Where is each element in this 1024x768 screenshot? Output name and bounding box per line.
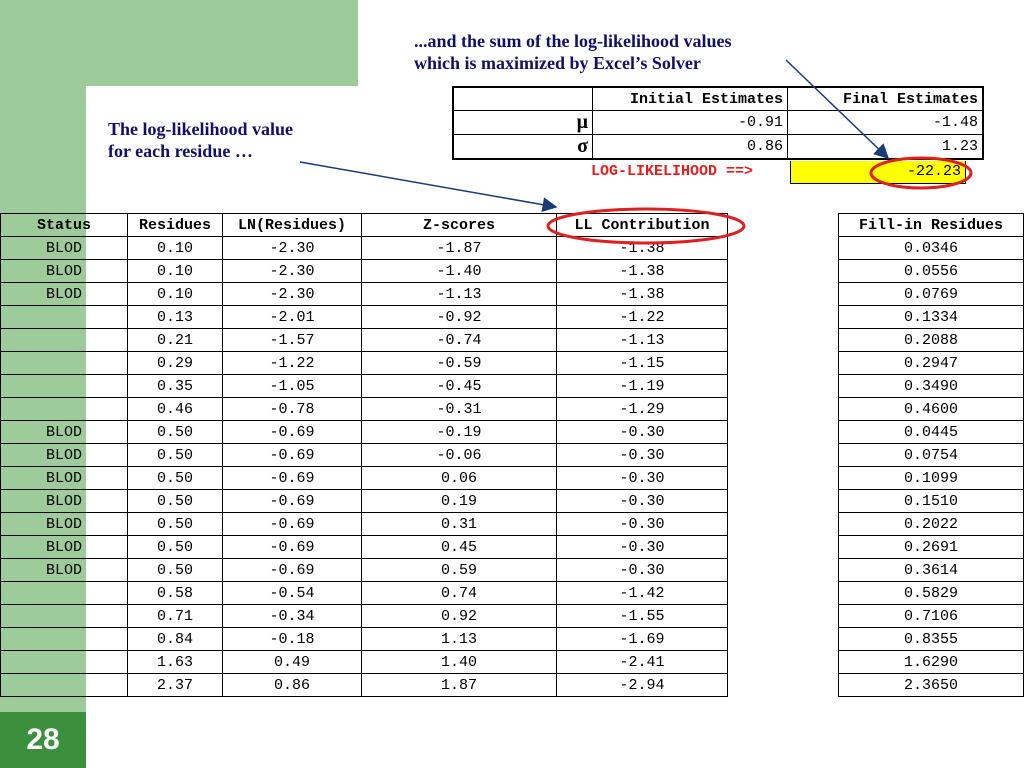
status-cell[interactable]: BLOD (1, 513, 128, 536)
ll-contribution-cell[interactable]: -0.30 (557, 536, 728, 559)
circle-ll-sum (871, 158, 971, 188)
ln-residues-cell[interactable]: -1.05 (223, 375, 362, 398)
ll-contribution-cell[interactable]: -0.30 (557, 513, 728, 536)
ln-residues-cell[interactable]: -1.22 (223, 352, 362, 375)
annotation-sum-line-1: ...and the sum of the log-likelihood values (414, 31, 732, 51)
fill-in-residue-cell[interactable]: 2.3650 (839, 674, 1024, 697)
z-score-cell[interactable]: 1.87 (362, 674, 557, 697)
status-cell[interactable]: BLOD (1, 260, 128, 283)
estimates-header-final: Final Estimates (788, 87, 984, 111)
residues-cell[interactable]: 0.29 (128, 352, 223, 375)
fill-in-residue-cell[interactable]: 0.2691 (839, 536, 1024, 559)
ln-residues-cell[interactable]: -0.69 (223, 444, 362, 467)
ll-contribution-cell[interactable]: -1.19 (557, 375, 728, 398)
ln-residues-cell[interactable]: -0.69 (223, 421, 362, 444)
fill-in-residue-cell[interactable]: 0.0346 (839, 237, 1024, 260)
fill-in-residue-cell[interactable]: 0.4600 (839, 398, 1024, 421)
z-score-cell[interactable]: -0.19 (362, 421, 557, 444)
header-status: Status (1, 214, 128, 237)
fill-in-residue-cell[interactable]: 0.0556 (839, 260, 1024, 283)
fill-in-residue-cell[interactable]: 0.1099 (839, 467, 1024, 490)
z-score-cell[interactable]: 0.59 (362, 559, 557, 582)
residues-cell[interactable]: 0.10 (128, 237, 223, 260)
ln-residues-cell[interactable]: -0.69 (223, 513, 362, 536)
status-cell[interactable]: BLOD (1, 467, 128, 490)
residues-cell[interactable]: 0.10 (128, 283, 223, 306)
z-score-cell[interactable]: 0.19 (362, 490, 557, 513)
residues-cell[interactable]: 0.50 (128, 467, 223, 490)
ll-contribution-cell[interactable]: -1.38 (557, 237, 728, 260)
residues-cell[interactable]: 0.58 (128, 582, 223, 605)
fill-in-residue-cell[interactable]: 0.1334 (839, 306, 1024, 329)
mu-final-cell[interactable]: -1.48 (788, 111, 984, 135)
fill-in-residue-cell[interactable]: 0.7106 (839, 605, 1024, 628)
ln-residues-cell[interactable]: -2.01 (223, 306, 362, 329)
status-cell[interactable]: BLOD (1, 444, 128, 467)
ll-contribution-cell[interactable]: -1.13 (557, 329, 728, 352)
ln-residues-cell[interactable]: -0.69 (223, 490, 362, 513)
ll-contribution-cell[interactable]: -0.30 (557, 559, 728, 582)
status-cell[interactable]: BLOD (1, 559, 128, 582)
residues-cell[interactable]: 0.21 (128, 329, 223, 352)
header-ll-contribution: LL Contribution (557, 214, 728, 237)
ln-residues-cell[interactable]: -0.54 (223, 582, 362, 605)
ll-contribution-cell[interactable]: -2.41 (557, 651, 728, 674)
z-score-cell[interactable]: 0.92 (362, 605, 557, 628)
residues-cell[interactable]: 0.50 (128, 513, 223, 536)
fill-in-residue-cell[interactable]: 0.2947 (839, 352, 1024, 375)
z-score-cell[interactable]: -1.40 (362, 260, 557, 283)
status-cell[interactable]: BLOD (1, 536, 128, 559)
fill-in-residue-cell[interactable]: 0.2088 (839, 329, 1024, 352)
arrow-to-ll-contribution (300, 162, 556, 207)
mu-label: μ (453, 111, 593, 135)
annotation-sum-line-2: which is maximized by Excel’s Solver (414, 53, 701, 73)
ll-contribution-cell[interactable]: -0.30 (557, 444, 728, 467)
fill-in-residue-cell[interactable]: 1.6290 (839, 651, 1024, 674)
ll-contribution-cell[interactable]: -1.69 (557, 628, 728, 651)
estimates-header-initial: Initial Estimates (593, 87, 788, 111)
z-score-cell[interactable]: -1.13 (362, 283, 557, 306)
ln-residues-cell[interactable]: -2.30 (223, 283, 362, 306)
log-likelihood-label: LOG-LIKELIHOOD ==> (591, 163, 754, 180)
ln-residues-cell[interactable]: -0.34 (223, 605, 362, 628)
circle-ll-contribution-header (548, 209, 744, 243)
residues-cell[interactable]: 0.84 (128, 628, 223, 651)
ln-residues-cell[interactable]: -0.69 (223, 467, 362, 490)
z-score-cell[interactable]: 0.74 (362, 582, 557, 605)
residues-cell[interactable]: 0.50 (128, 444, 223, 467)
header-ln-residues: LN(Residues) (223, 214, 362, 237)
ln-residues-cell[interactable]: -2.30 (223, 237, 362, 260)
fill-in-residue-cell[interactable]: 0.8355 (839, 628, 1024, 651)
ln-residues-cell[interactable]: -1.57 (223, 329, 362, 352)
fill-in-residue-cell[interactable]: 0.0769 (839, 283, 1024, 306)
ll-contribution-cell[interactable]: -1.42 (557, 582, 728, 605)
z-score-cell[interactable]: -0.31 (362, 398, 557, 421)
status-cell[interactable]: BLOD (1, 490, 128, 513)
z-score-cell[interactable]: -0.74 (362, 329, 557, 352)
residues-cell[interactable]: 0.46 (128, 398, 223, 421)
ln-residues-cell[interactable]: -0.78 (223, 398, 362, 421)
status-cell[interactable]: BLOD (1, 421, 128, 444)
header-z-scores: Z-scores (362, 214, 557, 237)
z-score-cell[interactable]: 0.45 (362, 536, 557, 559)
log-likelihood-value-cell[interactable]: -22.23 (790, 161, 966, 184)
z-score-cell[interactable]: -0.45 (362, 375, 557, 398)
fill-in-residue-cell[interactable]: 0.0445 (839, 421, 1024, 444)
fill-in-residue-cell[interactable]: 0.3490 (839, 375, 1024, 398)
status-cell[interactable]: BLOD (1, 237, 128, 260)
sigma-initial-cell[interactable]: 0.86 (593, 135, 788, 160)
z-score-cell[interactable]: 0.31 (362, 513, 557, 536)
residues-cell[interactable]: 0.13 (128, 306, 223, 329)
ln-residues-cell[interactable]: 0.49 (223, 651, 362, 674)
ll-contribution-cell[interactable]: -1.22 (557, 306, 728, 329)
residues-cell[interactable]: 0.50 (128, 559, 223, 582)
header-fill-in-residues: Fill-in Residues (839, 214, 1024, 237)
ln-residues-cell[interactable]: -0.69 (223, 559, 362, 582)
z-score-cell[interactable]: -0.92 (362, 306, 557, 329)
z-score-cell[interactable]: 1.40 (362, 651, 557, 674)
ll-contribution-cell[interactable]: -0.30 (557, 421, 728, 444)
sigma-final-cell[interactable]: 1.23 (788, 135, 984, 160)
mu-initial-cell[interactable]: -0.91 (593, 111, 788, 135)
ln-residues-cell[interactable]: 0.86 (223, 674, 362, 697)
header-residues: Residues (128, 214, 223, 237)
ll-contribution-cell[interactable]: -1.55 (557, 605, 728, 628)
z-score-cell[interactable]: -1.87 (362, 237, 557, 260)
residues-cell[interactable]: 1.63 (128, 651, 223, 674)
z-score-cell[interactable]: 0.06 (362, 467, 557, 490)
ll-contribution-cell[interactable]: -1.15 (557, 352, 728, 375)
ln-residues-cell[interactable]: -0.69 (223, 536, 362, 559)
status-cell[interactable]: BLOD (1, 283, 128, 306)
ll-contribution-cell[interactable]: -0.30 (557, 467, 728, 490)
fill-in-residue-cell[interactable]: 0.0754 (839, 444, 1024, 467)
page-number: 28 (0, 712, 86, 768)
ll-contribution-cell[interactable]: -1.29 (557, 398, 728, 421)
ll-contribution-cell[interactable]: -1.38 (557, 260, 728, 283)
annotation-residue-line-1: The log-likelihood value (108, 119, 294, 139)
fill-in-residue-cell[interactable]: 0.1510 (839, 490, 1024, 513)
ln-residues-cell[interactable]: -0.18 (223, 628, 362, 651)
residues-cell[interactable]: 0.50 (128, 490, 223, 513)
residues-cell[interactable]: 2.37 (128, 674, 223, 697)
residues-cell[interactable]: 0.50 (128, 536, 223, 559)
sigma-label: σ (453, 135, 593, 160)
ll-contribution-cell[interactable]: -0.30 (557, 490, 728, 513)
residues-cell[interactable]: 0.10 (128, 260, 223, 283)
residues-cell[interactable]: 0.50 (128, 421, 223, 444)
ll-contribution-cell[interactable]: -2.94 (557, 674, 728, 697)
residues-cell[interactable]: 0.35 (128, 375, 223, 398)
arrow-to-final-sum (786, 60, 888, 158)
fill-in-residue-cell[interactable]: 0.3614 (839, 559, 1024, 582)
z-score-cell[interactable]: -0.06 (362, 444, 557, 467)
residues-cell[interactable]: 0.71 (128, 605, 223, 628)
fill-in-residue-cell[interactable]: 0.5829 (839, 582, 1024, 605)
ln-residues-cell[interactable]: -2.30 (223, 260, 362, 283)
z-score-cell[interactable]: -0.59 (362, 352, 557, 375)
fill-in-residue-cell[interactable]: 0.2022 (839, 513, 1024, 536)
z-score-cell[interactable]: 1.13 (362, 628, 557, 651)
annotation-residue-line-2: for each residue … (108, 141, 253, 161)
ll-contribution-cell[interactable]: -1.38 (557, 283, 728, 306)
